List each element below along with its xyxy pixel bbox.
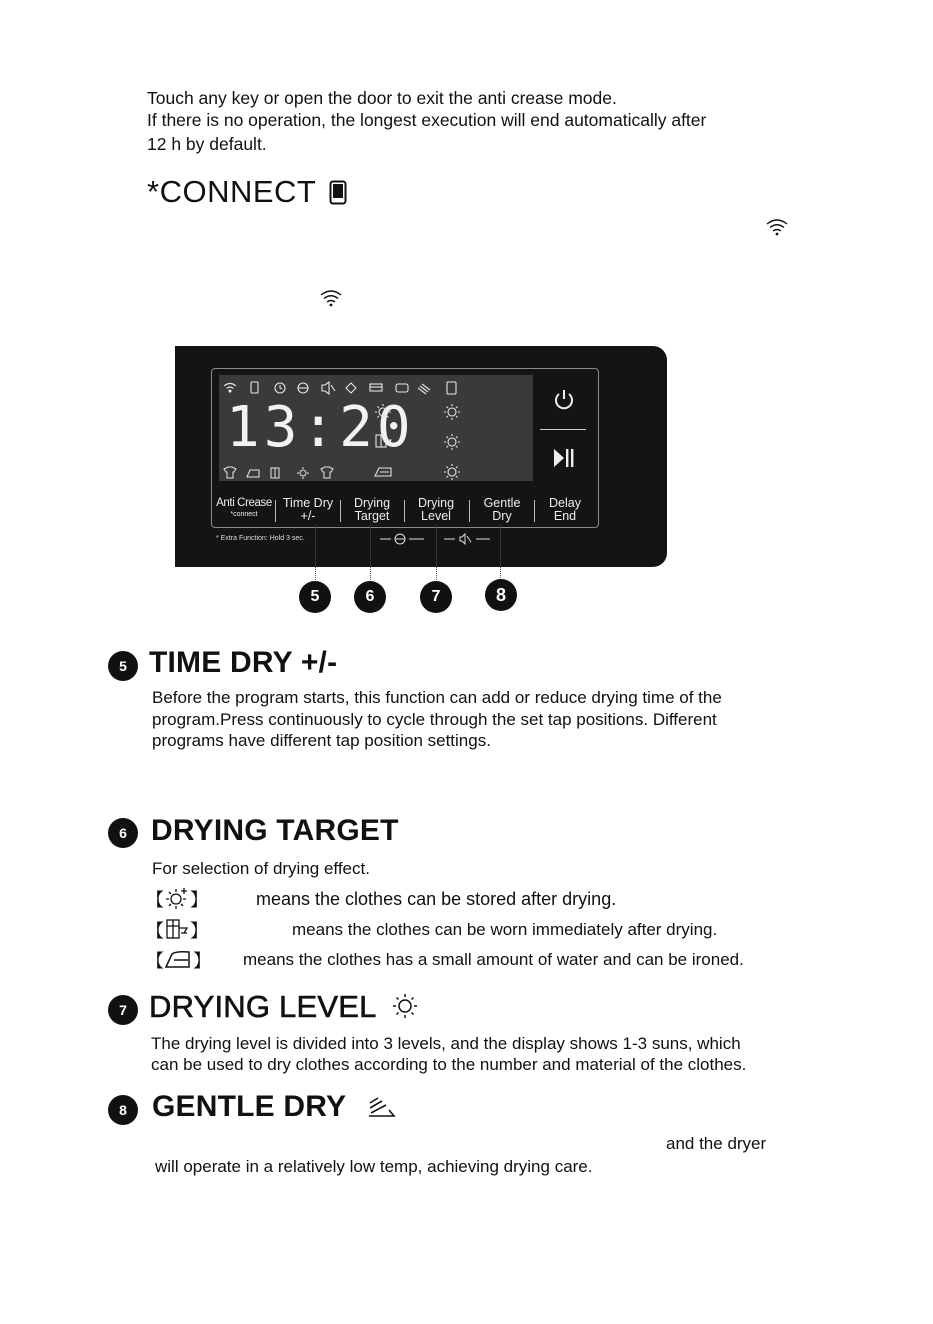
drying-target-title: DRYING TARGET — [151, 814, 399, 847]
drying-target-label: Drying — [353, 496, 391, 510]
status-icons-row — [222, 380, 472, 396]
panel-button-row — [213, 496, 597, 526]
drying-target-sublabel: Target — [354, 509, 390, 523]
separator — [340, 500, 341, 522]
intro-line-2: If there is no operation, the longest execution will end automatically after — [147, 110, 707, 130]
sun-plus-icon — [164, 886, 190, 910]
gentle-dry-button[interactable] — [472, 497, 532, 523]
delay-end-label: Delay — [549, 496, 581, 510]
bracket-close: 】 — [190, 921, 208, 941]
play-pause-icon[interactable] — [552, 447, 576, 469]
time-dry-line-3: programs have different tap position settings. — [152, 731, 491, 750]
separator — [469, 500, 470, 522]
connect-title: *CONNECT — [147, 174, 317, 209]
power-icon[interactable] — [552, 388, 576, 412]
section-badge-6: 6 — [108, 818, 138, 848]
intro-line-3: 12 h by default. — [147, 134, 267, 154]
time-dry-button[interactable] — [277, 497, 339, 523]
extra-function-note: * Extra Function: Hold 3 sec. — [216, 535, 305, 542]
display-indicator-icons — [372, 402, 472, 482]
delay-end-button[interactable] — [537, 497, 593, 523]
drying-target-item-3: means the clothes has a small amount of water and can be ironed. — [243, 950, 744, 969]
phone-icon — [329, 180, 347, 205]
callout-line-5 — [315, 525, 316, 582]
gentle-dry-line-2: will operate in a relatively low temp, achieving drying care. — [155, 1157, 593, 1176]
callout-badge-6: 6 — [354, 581, 386, 613]
time-dry-label: Time Dry — [282, 496, 334, 510]
gentle-icon — [367, 1095, 397, 1119]
bracket-open: 【 — [146, 890, 164, 910]
wifi-icon-2 — [319, 289, 343, 307]
drying-level-title: DRYING LEVEL — [149, 989, 377, 1024]
drying-target-button[interactable] — [343, 497, 401, 523]
anti-crease-label: Anti Crease — [216, 497, 272, 509]
separator — [275, 500, 276, 522]
section-badge-8: 8 — [108, 1095, 138, 1125]
wifi-icon — [765, 218, 789, 236]
iron-icon — [164, 948, 192, 970]
program-icons-row — [222, 466, 342, 480]
bracket-close: 】 — [190, 890, 208, 910]
time-dry-line-1: Before the program starts, this function can add or reduce drying time of the — [152, 688, 722, 707]
connect-sublabel: *connect — [230, 511, 258, 518]
drying-target-item-2: means the clothes can be worn immediately after drying. — [292, 920, 718, 939]
gentle-dry-title: GENTLE DRY — [152, 1090, 347, 1123]
callout-line-7 — [436, 525, 437, 582]
section-badge-7: 7 — [108, 995, 138, 1025]
sun-icon — [390, 992, 420, 1020]
separator — [404, 500, 405, 522]
callout-line-6 — [370, 525, 371, 582]
time-dry-line-2: program.Press continuously to cycle through the set tap positions. Different — [152, 710, 717, 729]
section-badge-5: 5 — [108, 651, 138, 681]
cabinet-icon — [164, 917, 190, 941]
gentle-dry-label: Gentle — [483, 496, 521, 510]
drying-level-sublabel: Level — [421, 509, 451, 523]
callout-badge-5: 5 — [299, 581, 331, 613]
drying-level-line-2: can be used to dry clothes according to the number and material of the clothes. — [151, 1055, 747, 1074]
separator — [534, 500, 535, 522]
time-dry-sublabel: +/- — [300, 509, 316, 523]
intro-line-1: Touch any key or open the door to exit the anti crease mode. — [147, 88, 617, 108]
gentle-dry-line-1: and the dryer — [666, 1134, 767, 1153]
callout-badge-7: 7 — [420, 581, 452, 613]
bracket-close: 】 — [193, 951, 211, 971]
time-display: 13:20 — [226, 395, 415, 460]
gentle-dry-sublabel: Dry — [492, 509, 512, 523]
drying-level-line-1: The drying level is divided into 3 levels, and the display shows 1-3 suns, which — [151, 1034, 741, 1053]
delay-end-sublabel: End — [553, 509, 577, 523]
callout-badge-8: 8 — [485, 579, 517, 611]
button-divider — [540, 429, 586, 430]
time-dry-title: TIME DRY +/- — [149, 646, 338, 679]
drying-target-item-1: means the clothes can be stored after drying. — [256, 889, 617, 909]
drying-level-button[interactable] — [407, 497, 465, 523]
callout-line-8 — [500, 525, 501, 580]
bracket-open: 【 — [146, 951, 164, 971]
anti-crease-button[interactable] — [213, 497, 275, 520]
bracket-open: 【 — [146, 921, 164, 941]
drying-level-label: Drying — [417, 496, 455, 510]
drying-target-intro: For selection of drying effect. — [152, 859, 370, 878]
